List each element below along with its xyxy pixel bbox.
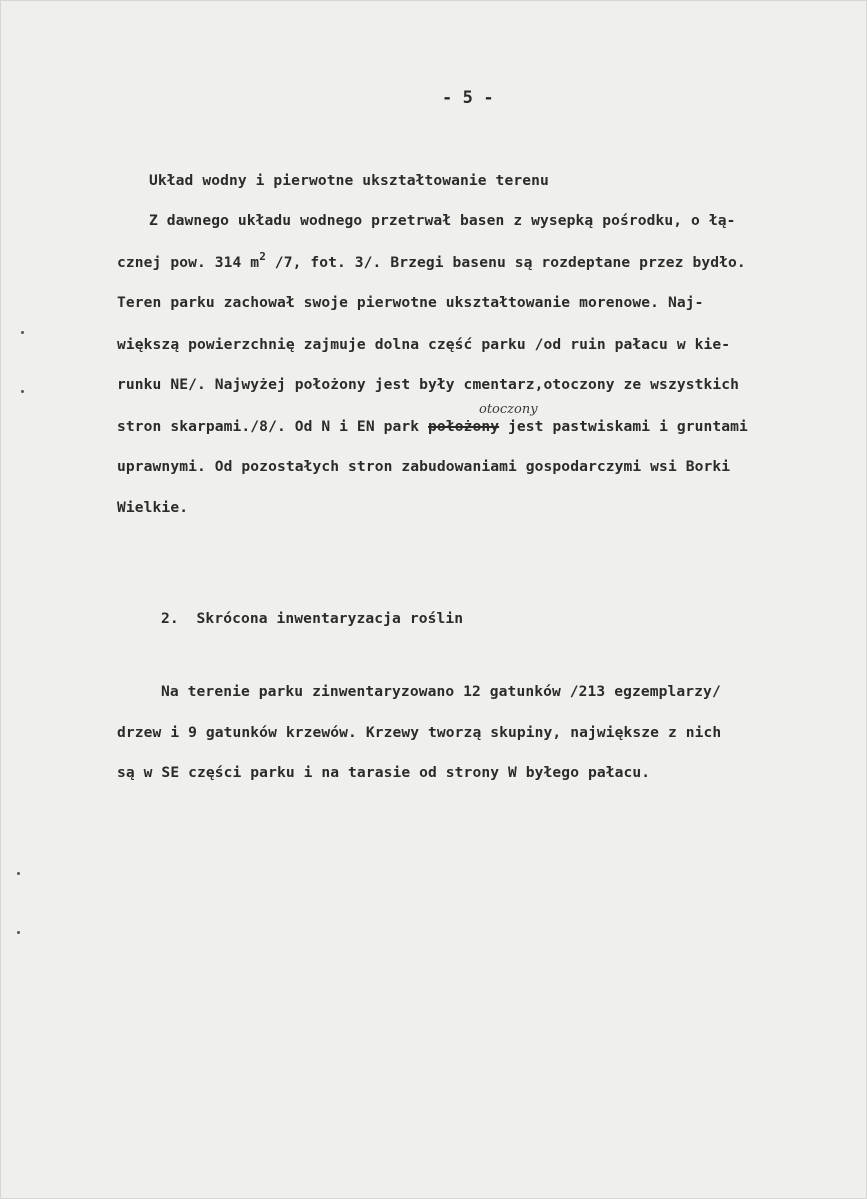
line-6-part-a: stron skarpami./8/. Od N i EN park	[117, 418, 429, 435]
page-number: - 5 -	[442, 88, 494, 108]
margin-mark	[21, 390, 24, 393]
superscript-2: 2	[259, 250, 266, 263]
paragraph-line-5: runku NE/. Najwyżej położony jest były cmentarz,otoczony ze wszystkich	[117, 376, 740, 393]
paragraph2-line-2: drzew i 9 gatunków krzewów. Krzewy tworzą skupiny, największe z nich	[117, 724, 722, 741]
paragraph-line-3: Teren parku zachował swoje pierwotne ukształtowanie morenowe. Naj-	[117, 294, 704, 311]
paragraph2-line-3: są w SE części parku i na tarasie od strony W byłego pałacu.	[117, 764, 651, 781]
margin-mark	[17, 931, 20, 934]
paragraph-line-4: większą powierzchnię zajmuje dolna część parku /od ruin pałacu w kie-	[117, 336, 731, 353]
handwritten-correction: otoczony	[479, 402, 538, 417]
paragraph-line-1: Z dawnego układu wodnego przetrwał basen z wysepką pośrodku, o łą-	[149, 212, 736, 229]
paragraph-line-2	[117, 250, 746, 273]
paragraph2-line-1: Na terenie parku zinwentaryzowano 12 gatunków /213 egzemplarzy/	[161, 683, 721, 700]
section-heading-plant-inventory: 2. Skrócona inwentaryzacja roślin	[161, 610, 464, 627]
line-2-part-a: cznej pow. 314 m	[117, 254, 260, 271]
line-2-part-b: /7, fot. 3/. Brzegi basenu są rozdeptane przez bydło.	[265, 254, 746, 271]
line-6-part-b: jest pastwiskami i gruntami	[499, 418, 748, 435]
section-heading-water-system: Układ wodny i pierwotne ukształtowanie terenu	[149, 172, 549, 189]
paragraph-line-7: uprawnymi. Od pozostałych stron zabudowaniami gospodarczymi wsi Borki	[117, 458, 731, 475]
paragraph-line-8: Wielkie.	[117, 499, 189, 516]
struck-word: położony	[428, 418, 500, 435]
margin-mark	[21, 331, 24, 334]
margin-mark	[17, 872, 20, 875]
paragraph-line-6	[117, 417, 748, 437]
